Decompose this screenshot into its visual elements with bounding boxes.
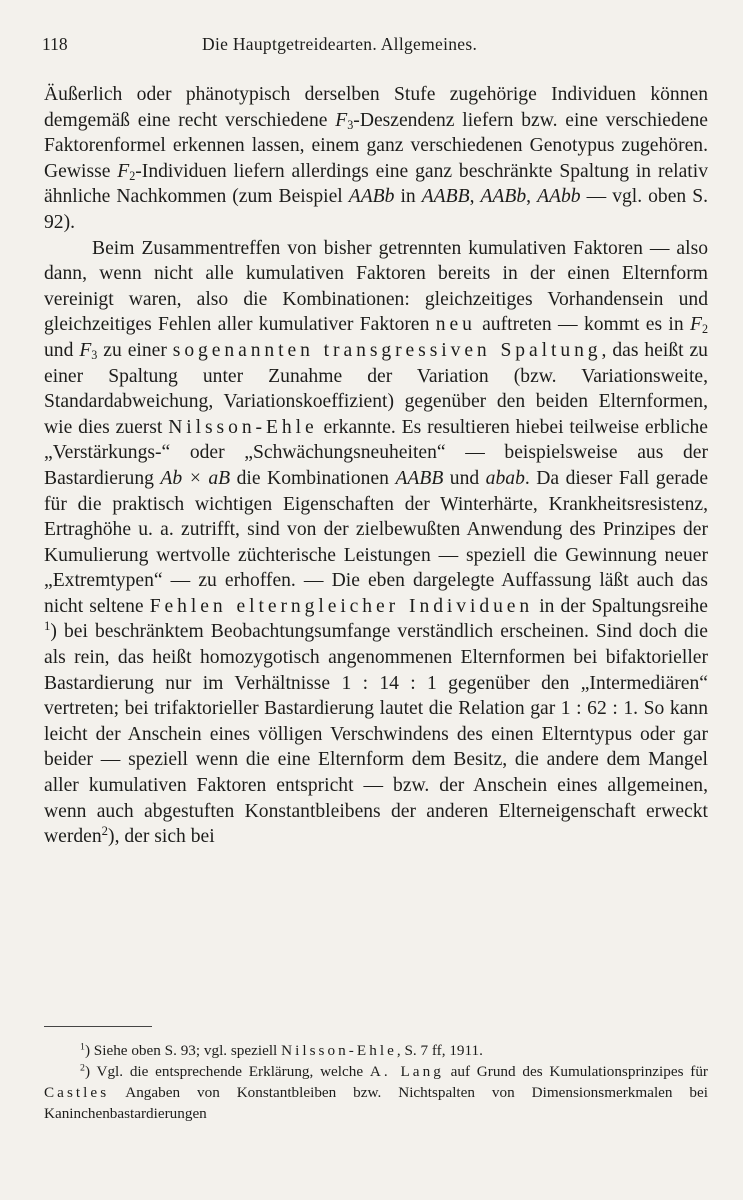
text-run: die Kombinationen — [230, 467, 396, 489]
text-run: Äußerlich oder phänotypisch derselben Stufe zugehörige Individuen können demgemäß eine recht verschiedene — [44, 84, 708, 131]
footnotes — [44, 1040, 708, 1124]
footnote-reference[interactable]: 1 — [44, 619, 51, 634]
genotype-formula: abab — [485, 467, 525, 489]
running-header — [42, 34, 704, 60]
italic-symbol: F — [79, 339, 92, 361]
footnote-reference[interactable]: 2 — [101, 824, 109, 839]
text-run: in der Spaltungsreihe — [533, 595, 708, 617]
text-run: auftreten — kommt es in — [475, 314, 690, 336]
author-name: Nilsson-Ehle — [281, 1042, 397, 1059]
text-run: ) Vgl. die entsprechende Erklärung, welche — [84, 1063, 370, 1080]
text-run: -Deszendenz liefern bzw. eine verschiedene Faktorenformel erkennen lassen, einem ganz verschiedenen Genotypus zugehören. Gewisse — [44, 109, 708, 182]
text-run: , das heißt zu einer Spaltung unter Zunahme der Variation (bzw. Variationsweite, Standardabweichung, Variationskoeffizient) gegenüber den beiden Elternformen, wie dies zuerst — [44, 339, 708, 438]
genotype-formula: AABB — [395, 467, 444, 489]
subscript: 2 — [129, 168, 136, 183]
author-name: Castles — [44, 1084, 110, 1101]
text-run: Angaben von Konstantbleiben bzw. Nichtspalten von Dimensionsmerkmalen bei Kaninchenbastardierungen — [44, 1084, 708, 1122]
text-run: Beim Zusammentreffen von bisher getrennten kumulativen Faktoren — also dann, wenn nicht alle kumulativen Faktoren bereits in der einen Elternform vereinigt waren, also die Kombinationen: gleichzeitiges Vorhandensein und gleichzeitiges Fehlen aller kumulativer Faktoren — [44, 237, 708, 336]
author-name: A. Lang — [369, 1063, 444, 1080]
text-run: — vgl. oben S. 92). — [44, 186, 709, 233]
text-run: -Individuen liefern allerdings eine ganz beschränkte Spaltung in relativ ähnliche Nachkommen (zum Beispiel — [44, 160, 708, 208]
spaced-emphasis: Fehlen elterngleicher Individuen — [149, 595, 534, 617]
paragraph — [44, 236, 708, 850]
spaced-emphasis: neu — [435, 314, 476, 336]
genotype-formula: AABb — [348, 186, 395, 208]
subscript: 2 — [701, 322, 709, 337]
genotype-formula: AABb — [480, 186, 527, 208]
text-run: in — [394, 186, 422, 208]
italic-symbol: F — [335, 109, 348, 131]
genotype-formula: Ab × aB — [160, 467, 231, 489]
text-run: ), der sich bei — [108, 826, 215, 848]
text-run: zu einer — [97, 339, 173, 361]
genotype-formula: AAbb — [537, 186, 581, 208]
footnote-divider — [44, 1026, 152, 1027]
author-name: Nilsson-Ehle — [168, 416, 318, 438]
body-text — [44, 82, 708, 850]
footnote — [44, 1040, 708, 1061]
page-number: 118 — [42, 34, 68, 54]
text-run: . Da dieser Fall gerade für die praktisch wichtigen Eigenschaften der Winterhärte, Krankheitsresistenz, Ertraghöhe u. a. zutrifft, sind von der zielbewußten Anwendung des Prinzipes der Kumulierung wertvolle züchterische Leistungen — speziell die Gewinnung neuer „Extremtypen“ — zu erhoffen. — Die eben dargelegte Auffassung läßt auch das nicht seltene — [44, 467, 709, 617]
footnote — [44, 1061, 708, 1124]
subscript: 3 — [347, 117, 354, 132]
footnote-marker: 1 — [80, 1041, 85, 1053]
text-run: ) bei beschränktem Beobachtungsumfange verständlich erscheinen. Sind doch die als rein, das heißt homozygotisch angenommenen Elternformen bei bifaktorieller Bastardierung nur im Verhältnisse 1 : 14 : 1 gegenüber den „Intermediären“ vertreten; bei trifaktorieller Bastardierung lautet die Relation gar 1 : 62 : 1. So kann leicht der Anschein eines völligen Verschwindens des einen Elterntypus oder gar beider — speziell wenn die eine Elternform dem Besitz, die andere dem Mangel aller kumulativen Faktoren entspricht — bzw. der Anschein eines allgemeinen, wenn auch abgestuften Konstantbleibens der anderen Elterneigenschaft erweckt werden — [44, 621, 708, 848]
text-run: und — [44, 339, 80, 361]
subscript: 3 — [91, 347, 98, 362]
text-run: ) Siehe oben S. 93; vgl. speziell — [84, 1042, 282, 1059]
text-run: , — [526, 186, 538, 208]
text-run: erkannte. Es resultieren hiebei teilweise erbliche „Verstärkungs-“ oder „Schwächungsneuheiten“ — beispielsweise aus der Bastardierung — [44, 416, 708, 489]
text-run: auf Grund des Kumulationsprinzipes für — [443, 1063, 708, 1080]
text-run: , — [469, 186, 481, 208]
italic-symbol: F — [117, 160, 130, 182]
paragraph — [44, 82, 708, 236]
text-run: , S. 7 ff, 1911. — [396, 1042, 483, 1059]
italic-symbol: F — [689, 314, 702, 336]
genotype-formula: AABB — [421, 186, 470, 208]
text-run: und — [443, 467, 486, 489]
running-title: Die Hauptgetreidearten. Allgemeines. — [202, 34, 478, 54]
spaced-emphasis: sogenannten transgressiven Spaltung — [172, 339, 602, 361]
footnote-marker: 2 — [80, 1062, 85, 1074]
